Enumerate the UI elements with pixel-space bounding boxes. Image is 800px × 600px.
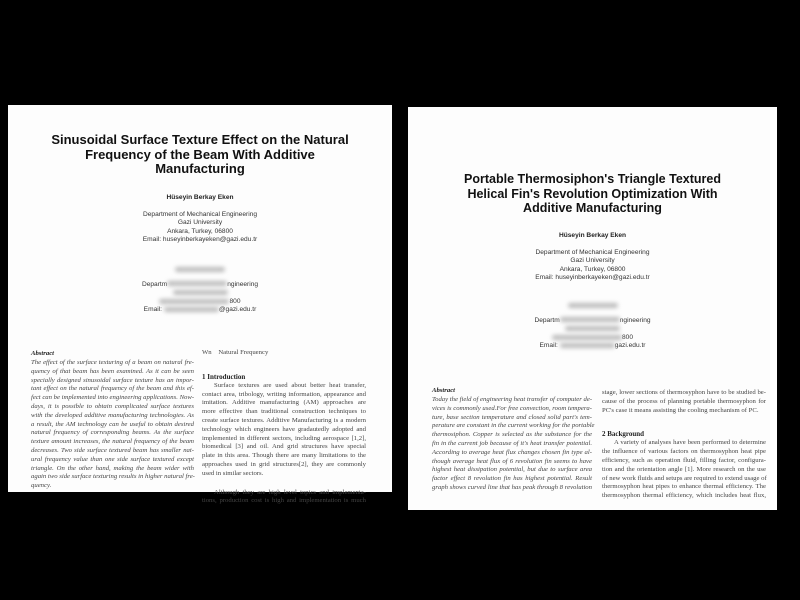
text-line: more effective than traditional construction techniques to — [202, 408, 366, 416]
email-fragment: Email: — [539, 342, 558, 350]
email-fragment: gazi.edu.tr — [614, 342, 646, 350]
text-line: thermosiphon. Copper is selected as the substance for the — [432, 431, 592, 439]
text-line: fect can be implemented into engineering applications. Now- — [31, 394, 195, 402]
author-name: Hüseyin Berkay Eken — [558, 232, 627, 239]
author-block — [8, 194, 392, 245]
text-line: with the developed additive manufacturing technologies. As — [31, 411, 194, 419]
text-line: factor effect 8 revolution fin has highest potential. Result — [432, 475, 592, 483]
text-line: Although they are high level topics and implementa- — [214, 488, 366, 496]
text-line: create surface textures. Additive Manufacturing is a modern — [202, 416, 366, 424]
text-line: days, it is possible to obtain complicated surface textures — [31, 402, 194, 410]
text-line: perature are constant in the current working for the portable — [432, 422, 595, 430]
redacted-text — [164, 307, 219, 312]
text-line: decreases. Two side surface textured beam has smaller nat- — [31, 446, 194, 454]
title-line: Manufacturing — [155, 161, 245, 176]
text-line: imitation. Additive manufacturing (AM) approaches are — [202, 399, 366, 407]
affiliation-city: Ankara, Turkey, 06800 — [559, 265, 626, 273]
text-line: ural frequency value than one side surface textured except — [31, 455, 194, 463]
nomenclature-entry — [202, 349, 366, 358]
redacted-name — [175, 267, 225, 272]
redacted-coauthor-block — [8, 266, 392, 315]
text-line: efficiency, such as operation fluid, filling factor, configura- — [602, 456, 766, 464]
text-line: graph shows curved line that has peak through 8 revolution — [432, 483, 592, 491]
text-line: cause of the process of planning portable thermosyphon for — [602, 397, 766, 405]
text-line: the influence of various factors on thermosyphon heat pipe — [602, 448, 766, 456]
paper-page-2 — [408, 107, 777, 510]
text-line: technology which engineers have gradautedly adopted and — [202, 425, 366, 433]
title-line: Additive Manufacturing — [523, 201, 662, 215]
abstract-heading: Abstract — [31, 350, 55, 357]
nomenclature-symbol: Wn — [202, 349, 212, 356]
title-line: Frequency of the Beam With Additive — [85, 146, 315, 162]
text-line: The effect of the surface texturing of a beam on natural fre- — [31, 359, 194, 366]
redacted-text — [565, 326, 620, 331]
text-line: triangle. On the other hand, making the beam wider with — [31, 464, 194, 472]
affiliation-email: Email: huseyinberkayeken@gazi.edu.tr — [535, 274, 650, 282]
text-line: texture amount increases, the natural frequency of the beam — [31, 438, 194, 446]
text-line: thermosyphon heat pipes to enhance thermal efficiency. The — [602, 483, 766, 491]
affiliation-univ: Gazi University — [177, 219, 223, 227]
title-line: Sinusoidal Surface Texture Effect on the Natural — [51, 132, 349, 147]
text-line: According to average heat flux changes chosen fin type al- — [432, 448, 592, 456]
section-heading: 1 Introduction — [202, 372, 246, 381]
dept-fragment: ngineering — [227, 280, 259, 288]
text-line: PC's case it means assisting the cooling mechanism of PC. — [602, 406, 759, 414]
abstract — [432, 386, 595, 493]
abstract — [31, 349, 194, 491]
redacted-text — [167, 281, 227, 286]
email-fragment: @gazi.edu.tr — [218, 306, 257, 314]
text-line: of new work fluids and setups are required to extend usage of — [602, 474, 767, 482]
text-line: vices is commonly used.For free convection, room tempera- — [432, 404, 592, 412]
paper-title — [408, 172, 777, 216]
text-line: fin in the current job because of it's heat transfer potential. — [432, 439, 592, 447]
text-line: quency. — [31, 482, 52, 490]
text-line: specially designed sinusoidal surface texture has an impor- — [31, 376, 194, 384]
right-column — [202, 349, 366, 506]
paper-page-1 — [8, 105, 392, 505]
text-line: A variety of analyses have been performed to determine — [614, 439, 766, 447]
text-line: used in similar sectors. — [202, 469, 264, 477]
text-line: stage, lower sections of thermosyphon have to be studied be- — [602, 389, 766, 396]
text-line: highest heat dissipation potential, but due to surface area — [432, 466, 592, 474]
title-line: Portable Thermosiphon's Triangle Textured — [464, 172, 721, 186]
section-heading: 2 Background — [602, 430, 645, 439]
right-column — [602, 389, 766, 501]
dept-fragment: Departm — [141, 280, 168, 288]
title-line: Helical Fin's Revolution Optimization With — [467, 186, 718, 201]
redacted-text — [560, 343, 615, 348]
redacted-text — [173, 290, 228, 295]
zip-fragment: 800 — [621, 333, 633, 341]
text-line: approaches used in grid structures[2], they are commonly — [202, 460, 366, 468]
text-line: biomedical [3] and oil. And grid structures have special — [202, 443, 366, 451]
text-line: quency of that beam has been examined. As it can be seen — [31, 367, 194, 375]
affiliation-univ: Gazi University — [570, 257, 615, 265]
text-line: implemented in different sectors, including aerospace [1,2], — [202, 434, 366, 442]
text-line: ture, base section temperature and closed solid part's tem- — [432, 413, 592, 421]
text-line: tions, production cost is high and implementation is much — [202, 497, 366, 505]
nomenclature-meaning: Natural Frequency — [218, 349, 269, 356]
author-name: Hüseyin Berkay Eken — [166, 194, 234, 201]
redacted-text — [560, 317, 620, 322]
text-line: plate in this area. Though there are many limitations to the — [202, 452, 366, 460]
email-fragment: Email: — [143, 306, 162, 314]
text-line: thermosyphon thermal efficiency, which includes heat flux, — [602, 492, 766, 500]
text-line: Today the field of engineering heat transfer of computer de- — [432, 396, 593, 403]
text-line: tant effect on the natural frequency of the beam and this ef- — [31, 385, 194, 393]
text-line: though average heat flux of 6 revolution fin seems to have — [432, 457, 592, 465]
affiliation-dept: Department of Mechanical Engineering — [143, 210, 257, 218]
author-block — [408, 232, 777, 283]
text-line: natural frequency of corresponding beams. As the surface — [31, 429, 194, 437]
abstract-heading: Abstract — [432, 387, 456, 394]
redacted-name — [568, 303, 618, 308]
dept-fragment: Departm — [534, 316, 560, 324]
text-line: Surface textures are used about better heat transfer, — [214, 381, 366, 389]
text-line: contact area, tribology, writing information, appearance and — [202, 390, 366, 398]
redacted-coauthor-block — [408, 302, 777, 351]
zip-fragment: 800 — [229, 297, 241, 305]
paper-title — [8, 133, 392, 177]
text-line: a result, the AM technology can be useful to obtain desired — [31, 420, 194, 428]
dept-fragment: ngineering — [619, 316, 651, 324]
affiliation-dept: Department of Mechanical Engineering — [535, 248, 650, 256]
affiliation-city: Ankara, Turkey, 06800 — [167, 227, 233, 235]
redacted-text — [159, 299, 229, 304]
text-line: tion and the orientation angle [1]. More research on the use — [602, 465, 766, 473]
text-line: again two side surface texturing results in higher natural fre- — [31, 473, 195, 481]
affiliation-email: Email: huseyinberkayeken@gazi.edu.tr — [142, 236, 258, 244]
redacted-text — [552, 335, 622, 340]
